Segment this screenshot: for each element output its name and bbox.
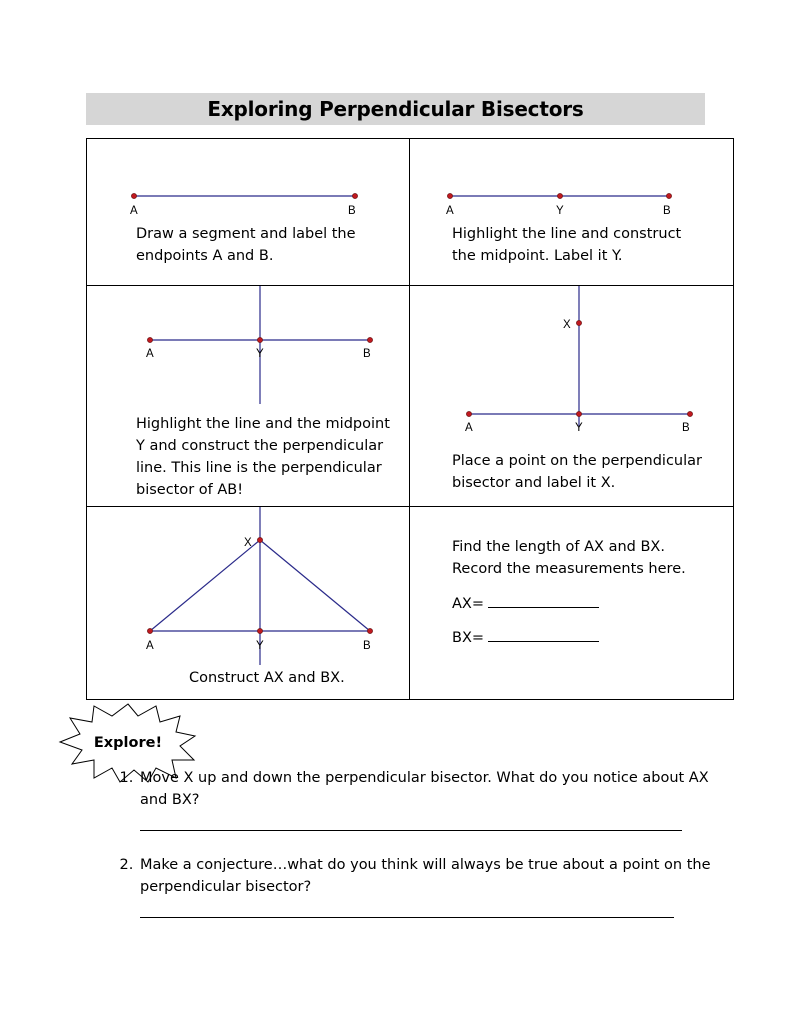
instruction-line: Place a point on the perpendicular: [452, 453, 702, 469]
point-b: [367, 628, 372, 633]
point-b: [367, 337, 372, 342]
label-b: B: [348, 205, 356, 217]
answer-line-2[interactable]: [140, 917, 674, 918]
point-x: [257, 537, 262, 542]
bx-label: BX=: [452, 630, 485, 646]
explore-label: Explore!: [93, 735, 163, 751]
label-a: A: [146, 640, 154, 652]
question-line: perpendicular bisector?: [140, 879, 312, 895]
point-a: [147, 628, 152, 633]
question-line: 2. Make a conjecture…what do you think will always be true about a point on the: [140, 857, 711, 873]
instruction-line: Y and construct the perpendicular: [136, 438, 384, 454]
segment-bx: [260, 540, 370, 631]
point-a: [466, 411, 471, 416]
ax-label: AX=: [452, 596, 485, 612]
label-b: B: [363, 348, 371, 360]
instruction-line: line. This line is the perpendicular: [136, 460, 382, 476]
label-b: B: [682, 422, 690, 434]
instruction-line: Find the length of AX and BX.: [452, 539, 665, 555]
label-x: X: [563, 319, 571, 331]
question-item: [138, 854, 728, 918]
instruction-line: Construct AX and BX.: [189, 670, 345, 686]
instruction-line: Draw a segment and label the: [136, 226, 356, 242]
instruction-line: bisector of AB!: [136, 482, 244, 498]
cell-instructions: [189, 667, 345, 689]
instruction-line: Highlight the line and construct: [452, 226, 682, 242]
label-a: A: [146, 348, 154, 360]
label-y: Y: [256, 348, 264, 360]
cell-perpendicular-line: [86, 286, 409, 506]
cell-instructions: [452, 536, 686, 580]
explore-questions: [108, 767, 728, 918]
bx-answer-blank[interactable]: [488, 627, 599, 642]
label-b: B: [663, 205, 671, 217]
point-a: [147, 337, 152, 342]
point-b: [352, 193, 357, 198]
segment-ax: [150, 540, 260, 631]
answer-line-1[interactable]: [140, 830, 682, 831]
cell-construct-ax-bx: [86, 507, 409, 699]
label-a: A: [465, 422, 473, 434]
label-b: B: [363, 640, 371, 652]
label-y: Y: [556, 205, 564, 217]
cell-measurements: [410, 507, 734, 699]
instruction-line: endpoints A and B.: [136, 248, 274, 264]
ax-measurement-row: [452, 593, 599, 615]
title-bar: [86, 93, 705, 125]
cell-instructions: [452, 450, 702, 494]
instruction-line: the midpoint. Label it Y.: [452, 248, 623, 264]
cell-instructions: [452, 223, 681, 267]
point-b: [666, 193, 671, 198]
question-line: 1. Move X up and down the perpendicular bisector. What do you notice about AX: [140, 770, 709, 786]
instruction-line: Record the measurements here.: [452, 561, 686, 577]
point-x: [576, 320, 581, 325]
instruction-line: bisector and label it X.: [452, 475, 616, 491]
ax-answer-blank[interactable]: [488, 593, 599, 608]
point-y: [257, 628, 262, 633]
label-x: X: [244, 537, 252, 549]
point-b: [687, 411, 692, 416]
instruction-line: Highlight the line and the midpoint: [136, 416, 390, 432]
point-a: [131, 193, 136, 198]
cell-point-x: [410, 286, 734, 506]
point-y: [576, 411, 581, 416]
cell-instructions: [136, 413, 390, 501]
question-line: and BX?: [140, 792, 200, 808]
label-y: Y: [575, 422, 583, 434]
page-title: Exploring Perpendicular Bisectors: [207, 97, 584, 121]
question-item: [138, 767, 728, 831]
point-a: [447, 193, 452, 198]
bx-measurement-row: [452, 627, 599, 649]
label-a: A: [446, 205, 454, 217]
label-y: Y: [256, 640, 264, 652]
label-a: A: [130, 205, 138, 217]
cell-instructions: [136, 223, 356, 267]
point-y: [257, 337, 262, 342]
cell-draw-segment: [86, 138, 409, 285]
cell-midpoint: [410, 138, 734, 285]
point-y: [557, 193, 562, 198]
